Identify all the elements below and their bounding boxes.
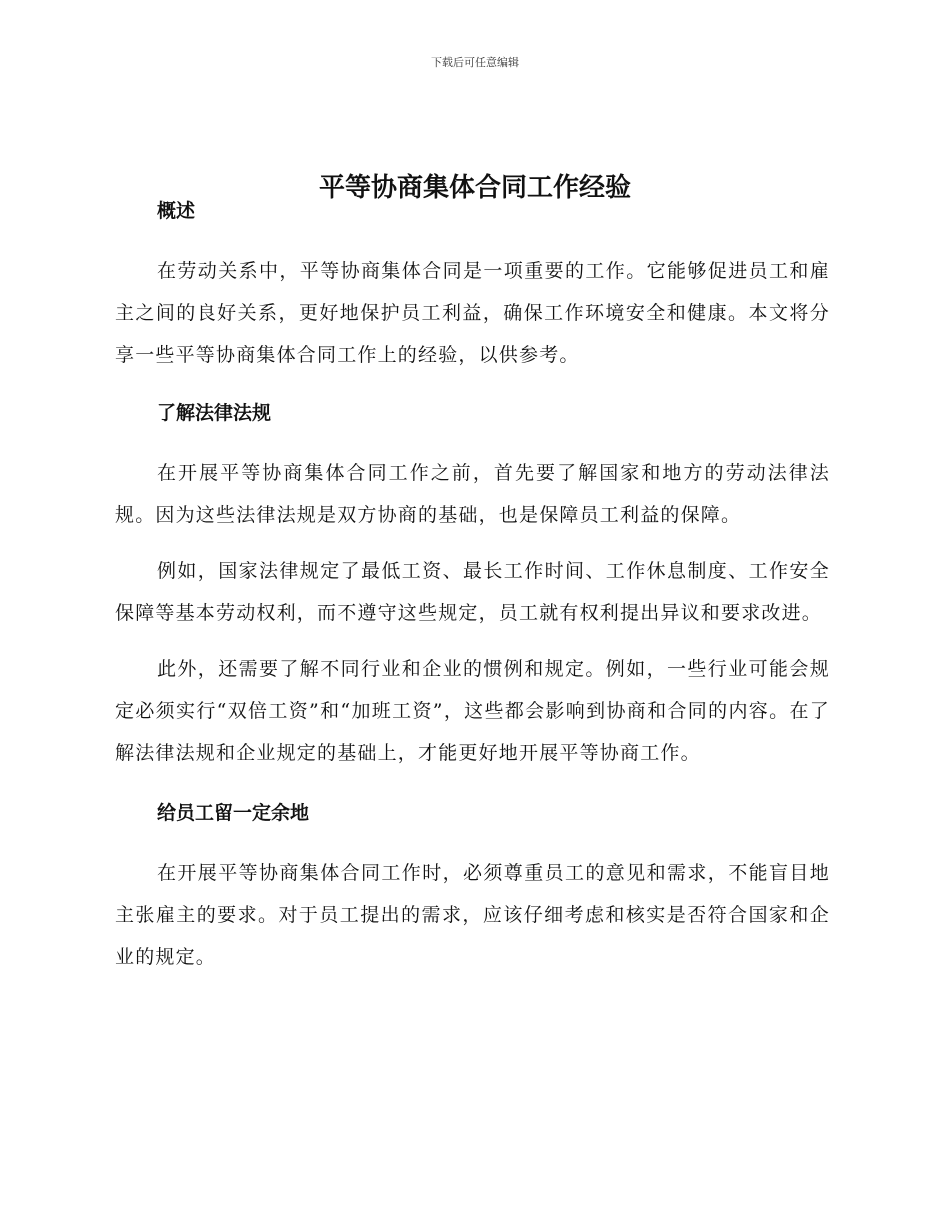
- paragraph-laws-3: 此外，还需要了解不同行业和企业的惯例和规定。例如，一些行业可能会规定必须实行“双倍工资”和“加班工资”，这些都会影响到协商和合同的内容。在了解法律法规和企业规定的基础上，才能更好地开展平等协商工作。: [115, 658, 830, 764]
- section-heading-leeway: 给员工留一定余地: [157, 802, 310, 824]
- paragraph-laws-1: 在开展平等协商集体合同工作之前，首先要了解国家和地方的劳动法律法规。因为这些法律法规是双方协商的基础，也是保障员工利益的保障。: [115, 462, 830, 526]
- document-body: [115, 196, 830, 978]
- document-title: 平等协商集体合同工作经验: [318, 173, 631, 204]
- header-note: 下载后可任意编辑: [431, 56, 519, 69]
- paragraph-leeway: 在开展平等协商集体合同工作时，必须尊重员工的意见和需求，不能盲目地主张雇主的要求。对于员工提出的需求，应该仔细考虑和核实是否符合国家和企业的规定。: [115, 862, 830, 968]
- paragraph-laws-2: 例如，国家法律规定了最低工资、最长工作时间、工作休息制度、工作安全保障等基本劳动权利，而不遵守这些规定，员工就有权利提出异议和要求改进。: [115, 560, 830, 624]
- section-heading-laws: 了解法律法规: [157, 402, 272, 424]
- section-heading-overview: 概述: [157, 200, 196, 222]
- paragraph-overview: 在劳动关系中，平等协商集体合同是一项重要的工作。它能够促进员工和雇主之间的良好关系，更好地保护员工利益，确保工作环境安全和健康。本文将分享一些平等协商集体合同工作上的经验，以供参考。: [115, 260, 830, 366]
